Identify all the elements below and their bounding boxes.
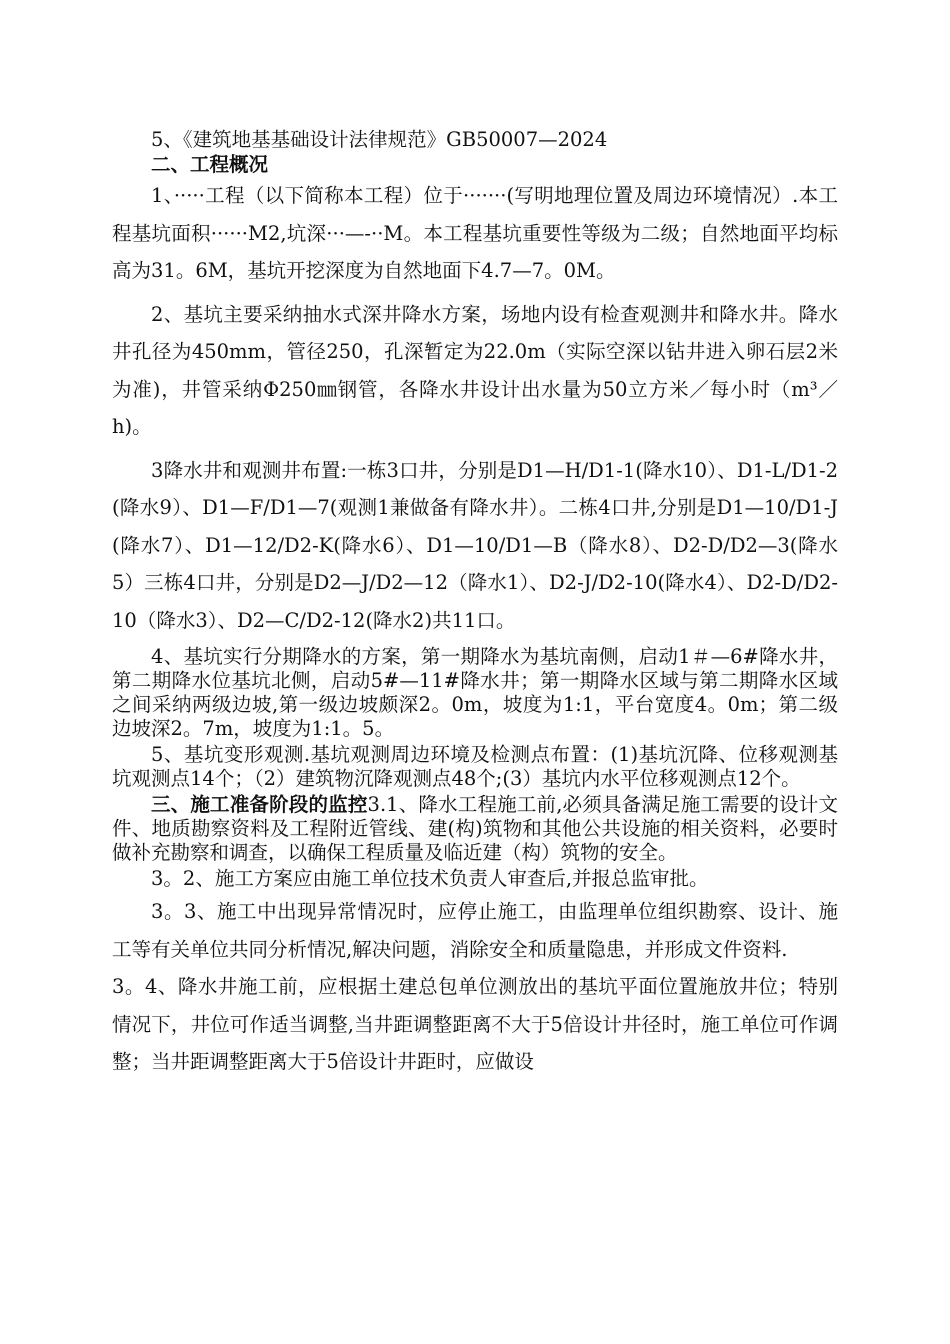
paragraph-3-2: 3。2、施工方案应由施工单位技术负责人审查后,并报总监审批。 <box>151 867 709 890</box>
paragraph-project-location: 1、·····工程（以下简称本工程）位于·······(写明地理位置及周边环境情况）.本工程基坑面积······M2,坑深···—-··M。本工程基坑重要性等级为二级；自然地面平均标高为31。6M，基坑开挖深度为自然地面下4.7—7。0M。 <box>112 184 838 282</box>
paragraph-well-layout: 3降水井和观测井布置:一栋3口井，分别是D1—H/D1-1(降水10）、D1-L/D1-2(降水9）、D1—F/D1—7(观测1兼做备有降水井）。二栋4口井,分别是D1—10/D1-J(降水7）、D1—12/D2-K(降水6）、D1—10/D1—B（降水8）、D2-D/D2—3(降水5）三栋4口井，分别是D2—J/D2—12（降水1）、D2-J/D2-10(降水4）、D2-D/D2-10（降水3）、D2—C/D2-12(降水2)共11口。 <box>112 458 839 632</box>
paragraph-preparation-section <box>112 793 838 865</box>
paragraph-deformation-monitoring: 5、基坑变形观测.基坑观测周边环境及检测点布置：(1)基坑沉降、位移观测基坑观测点14个；（2）建筑物沉降观测点48个;(3）基坑内水平位移观测点12个。 <box>112 743 838 790</box>
document-body <box>112 128 838 1081</box>
paragraph-dewatering-scheme: 2、基坑主要采纳抽水式深井降水方案，场地内设有检查观测井和降水井。降水井孔径为450mm，管径250，孔深暂定为22.0m（实际空深以钻井进入卵石层2米为准)，井管采纳Φ250㎜钢管，各降水井设计出水量为50立方米／每小时（m³／h)。 <box>112 302 838 438</box>
paragraph-3-4: 3。4、降水井施工前，应根据土建总包单位测放出的基坑平面位置施放井位；特别情况下，井位可作适当调整,当井距调整距离不大于5倍设计井径时，施工单位可作调整；当井距调整距离大于5倍设计井距时，应做设 <box>112 975 838 1073</box>
section-heading-preparation: 三、施工准备阶段的监控 <box>151 793 368 816</box>
paragraph-3-3: 3。3、施工中出现异常情况时，应停止施工，由监理单位组织勘察、设计、施工等有关单位共同分析情况,解决问题，消除安全和质量隐患，并形成文件资料. <box>112 900 838 961</box>
paragraph-phased-dewatering: 4、基坑实行分期降水的方案，第一期降水为基坑南侧，启动1＃—6#降水井，第二期降水位基坑北侧，启动5#—11#降水井；第一期降水区域与第二期降水区域之间采纳两级边坡,第一级边坡颇深2。0m，坡度为1:1，平台宽度4。0m；第二级边坡深2。7m，坡度为1:1。5。 <box>112 645 838 740</box>
reference-item-5: 5、《建筑地基基础设计法律规范》GB50007—2024 <box>151 128 608 151</box>
paragraph-3-1: 3.1、降水工程施工前,必须具备满足施工需要的设计文件、地质勘察资料及工程附近管线、建(构)筑物和其他公共设施的相关资料，必要时做补充勘察和调查，以确保工程质量及临近建（构）筑物的安全。 <box>112 793 838 864</box>
section-heading-project-overview: 二、工程概况 <box>151 153 269 176</box>
